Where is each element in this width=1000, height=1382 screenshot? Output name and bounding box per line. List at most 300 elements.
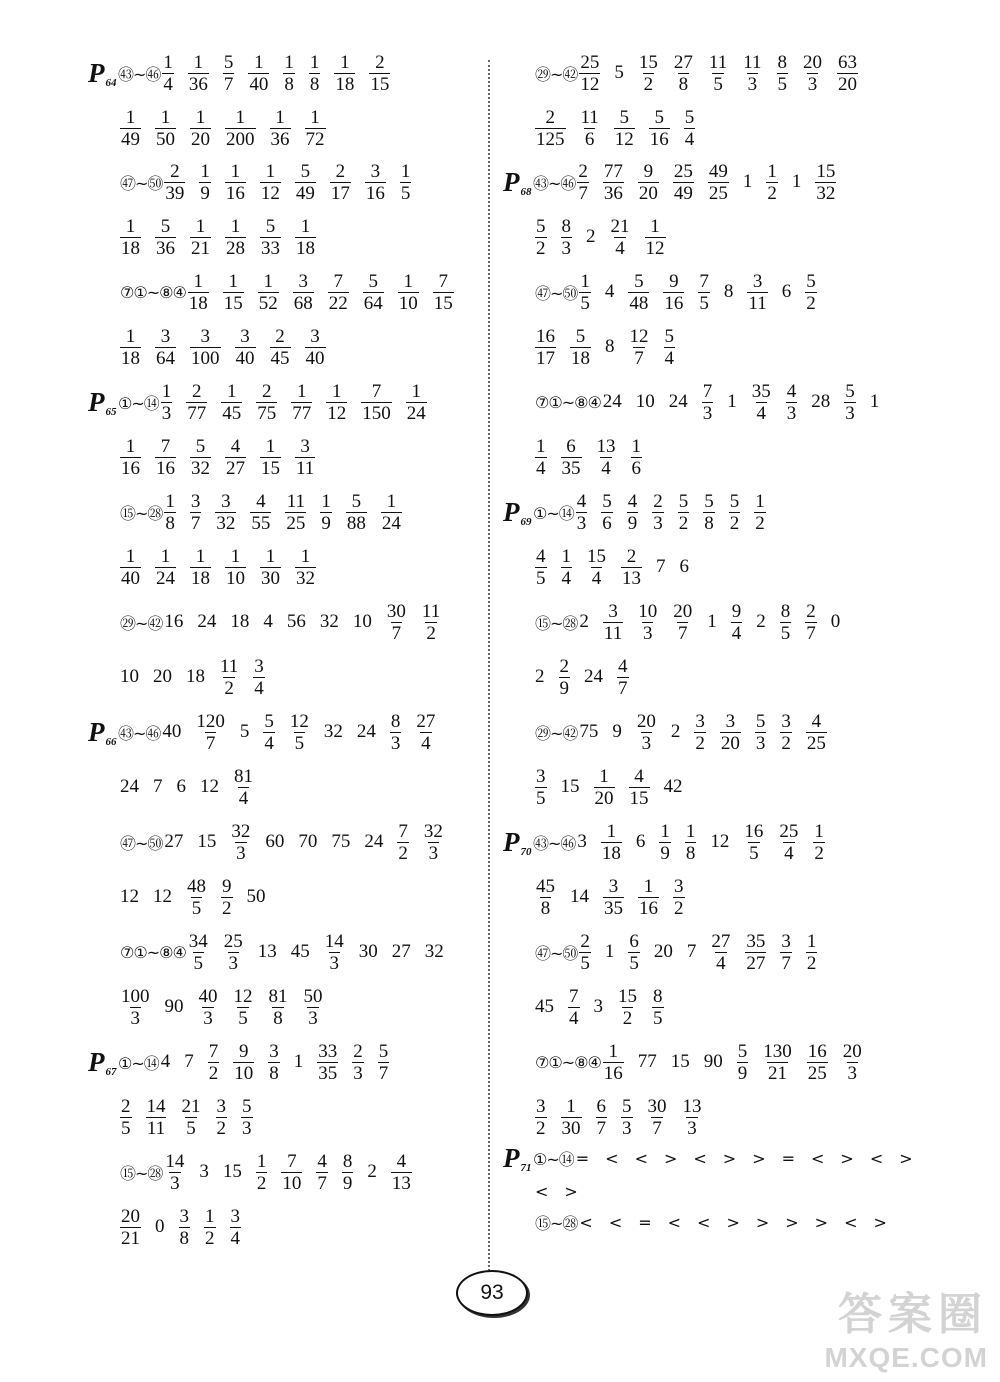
fraction [208,1041,220,1084]
answer-value [258,271,279,314]
denominator: 16 [603,1062,623,1084]
answer-row [535,708,841,756]
numerator: 1 [386,490,397,512]
numerator: 33 [318,1040,338,1062]
numerator: 5 [300,160,311,182]
denominator: 3 [329,952,340,974]
numerator: 1 [256,1150,267,1172]
numerator: 2 [335,160,346,182]
denominator: 5 [749,842,759,864]
numerator: 1 [660,820,670,842]
denominator: 10 [226,567,245,589]
answer-value [305,107,326,150]
answer-value [233,766,254,809]
answer-row [535,49,872,97]
numerator: 5 [755,710,766,732]
numerator: 6 [596,1095,606,1117]
integer: 75 [331,831,351,852]
answer-value [295,546,316,589]
answer-value [415,711,436,754]
answer-value [364,831,383,853]
numerator: 3 [781,930,791,952]
page-reference-label [503,827,533,858]
denominator: 2 [674,897,684,919]
numerator: 5 [729,490,740,512]
answer-value [708,161,729,204]
denominator: 7 [634,347,644,369]
answer-value [610,216,631,259]
numerator: 1 [340,51,350,73]
answer-value [751,381,772,424]
fraction [621,546,642,589]
fraction [596,436,617,479]
answer-value [603,1041,624,1084]
integer: 4 [160,1051,171,1072]
fraction [250,491,271,534]
denominator: 2 [806,292,816,314]
denominator: 2 [208,1062,219,1084]
comparison-symbol: > [785,1212,799,1232]
question-range: ⑮~㉘ [535,613,578,633]
fraction [270,107,291,150]
numerator: 5 [223,51,234,73]
page-reference-number: 66 [105,735,117,748]
answer-value [559,656,571,699]
denominator: 3 [786,402,797,424]
fraction [295,216,316,259]
denominator: 49 [295,182,315,204]
denominator: 200 [226,128,255,150]
denominator: 24 [156,567,175,589]
answer-value [659,821,671,864]
numerator: 8 [561,215,571,237]
numerator: 3 [695,710,705,732]
answer-value [605,281,615,303]
numerator: 5 [602,490,612,512]
denominator: 49 [121,128,140,150]
denominator: 6 [584,128,595,150]
integer: 90 [703,1051,723,1072]
fraction [561,546,573,589]
question-range: ⑦①~⑧④ [120,282,186,302]
answer-value [256,381,277,424]
comparison-symbol: < [605,1148,619,1168]
answer-value [754,491,766,534]
answer-row [535,873,699,921]
answer-value [397,821,409,864]
denominator: 3 [755,732,766,754]
answer-value [241,1096,253,1139]
answer-value [766,161,778,204]
integer: 0 [155,1216,165,1237]
numerator: 2 [559,655,569,677]
fraction [579,931,591,974]
numerator: 1 [263,270,274,292]
answer-value [782,281,792,303]
numerator: 5 [704,490,714,512]
numerator: 2 [653,490,663,512]
integer: 13 [257,941,277,962]
fraction [806,711,827,754]
numerator: 1 [230,160,241,182]
answer-value [724,281,734,303]
denominator: 35 [604,897,623,919]
denominator: 8 [685,842,696,864]
numerator: 1 [230,545,241,567]
fraction [745,931,766,974]
fraction [253,656,265,699]
integer: 24 [356,721,376,742]
answer-row [120,873,280,921]
integer: 6 [635,831,646,852]
answer-row [120,268,468,316]
fraction [295,436,315,479]
numerator: 34 [188,930,208,952]
answer-value [815,161,836,204]
numerator: 14 [165,1150,185,1172]
denominator: 2 [781,732,791,754]
denominator: 4 [163,73,173,95]
answer-value [120,326,141,369]
answer-row [535,433,656,481]
fraction [743,821,764,864]
answer-value [352,1041,364,1084]
denominator: 16 [121,457,140,479]
fraction [576,491,588,534]
numerator: 4 [576,490,587,512]
fraction [561,216,573,259]
answer-value [682,1096,703,1139]
denominator: 68 [293,292,313,314]
fraction [155,436,176,479]
numerator: 35 [751,380,771,402]
numerator: 1 [310,106,320,128]
denominator: 4 [756,402,767,424]
integer: 6 [176,776,186,797]
fraction [260,436,281,479]
fraction [813,821,825,864]
page-reference-label [88,717,118,748]
answer-row [120,1148,426,1196]
denominator: 18 [121,237,140,259]
denominator: 49 [673,182,693,204]
integer: 3 [577,831,587,852]
denominator: 40 [305,347,325,369]
numerator: 5 [242,1095,252,1117]
numerator: 1 [643,875,654,897]
question-range: ⑮~㉘ [535,1213,578,1233]
denominator: 4 [230,1227,240,1249]
numerator: 1 [755,490,765,512]
integer: 20 [653,941,673,962]
numerator: 3 [269,1040,279,1062]
integer: 7 [686,941,697,962]
answer-value [720,711,741,754]
fraction [673,52,694,95]
integer: 2 [586,226,596,247]
fraction [837,52,858,95]
answer-row [120,928,458,976]
answer-row [535,1198,903,1246]
numerator: 2 [353,1040,363,1062]
fraction [291,381,312,424]
numerator: 7 [287,1150,297,1172]
comparison-symbol: < [811,1148,825,1168]
answer-value [594,996,604,1018]
question-range: ㉙~㊷ [535,723,578,743]
fraction [235,326,256,369]
fraction [195,711,226,754]
answer-value [603,161,624,204]
integer: 3 [199,1161,209,1182]
integer: 2 [367,1161,377,1182]
fraction [398,271,419,314]
denominator: 25 [286,512,306,534]
fraction [155,546,176,589]
answer-value [621,1096,633,1139]
answer-row [535,653,643,701]
denominator: 2 [729,512,740,534]
fraction [729,491,741,534]
denominator: 3 [747,73,758,95]
integer: 1 [727,391,737,412]
numerator: 4 [786,380,797,402]
numerator: 1 [265,435,276,457]
numerator: 63 [838,51,858,73]
comparison-symbol: > [752,1148,766,1168]
answer-row [535,543,703,591]
denominator: 18 [335,73,355,95]
fraction [263,711,275,754]
page-reference-letter: P [503,496,520,527]
numerator: 32 [423,820,443,842]
numerator: 81 [268,985,288,1007]
fraction [742,52,762,95]
numerator: 1 [321,490,331,512]
fraction [710,931,731,974]
numerator: 1 [814,820,824,842]
denominator: 32 [216,512,236,534]
denominator: 2 [224,677,234,699]
fraction [647,1096,668,1139]
integer: 24 [364,831,384,852]
numerator: 2 [262,380,272,402]
denominator: 125 [536,128,565,150]
denominator: 5 [653,1007,663,1029]
answer-value [198,986,219,1029]
answer-value [656,556,666,578]
denominator: 2 [806,952,817,974]
comparison-symbol: > [755,1212,770,1232]
denominator: 7 [317,1172,327,1194]
answer-value [294,1051,304,1073]
answer-value [199,1161,209,1183]
integer: 12 [120,886,139,907]
denominator: 2 [222,897,232,919]
answer-value [164,831,183,853]
denominator: 7 [378,1062,389,1084]
answer-value [870,391,880,413]
denominator: 5 [629,952,639,974]
answer-value [164,611,183,633]
fraction [342,1151,354,1194]
answer-value [303,986,324,1029]
page-number [456,1270,528,1316]
answer-value [120,107,141,150]
answer-value [120,1206,141,1249]
denominator: 3 [170,1172,180,1194]
comparison-symbol: = [638,1212,652,1232]
answer-value [155,216,176,259]
answer-value [621,546,642,589]
numerator: 1 [254,51,264,73]
numerator: 5 [368,270,379,292]
denominator: 9 [342,1172,353,1194]
answer-value [636,711,657,754]
answer-value [120,216,141,259]
answer-value [561,216,573,259]
numerator: 30 [647,1095,667,1117]
numerator: 1 [265,160,276,182]
answer-value [671,1051,690,1073]
answer-value [579,52,600,95]
answer-value [743,171,753,193]
answer-value [270,107,291,150]
answer-value [197,611,216,633]
numerator: 1 [125,325,136,347]
answer-value [433,271,454,314]
fraction [755,711,767,754]
denominator: 5 [580,952,590,974]
denominator: 18 [121,347,140,369]
numerator: 25 [673,160,693,182]
denominator: 3 [847,1062,858,1084]
denominator: 20 [838,73,858,95]
answer-value [120,886,139,908]
fraction [324,931,345,974]
answer-value [702,381,714,424]
fraction [807,1041,828,1084]
numerator: 8 [653,985,663,1007]
denominator: 3 [687,1117,697,1139]
fraction [673,876,685,919]
answer-value [671,721,681,743]
answer-row [88,49,404,97]
answer-value [614,62,624,84]
answer-value [225,161,246,204]
answer-value [579,611,589,633]
denominator: 11 [296,457,315,479]
fraction [179,1206,191,1249]
numerator: 49 [708,160,728,182]
numerator: 11 [220,655,239,677]
integer: 3 [593,996,603,1017]
answer-value [326,381,347,424]
answer-row [120,213,330,261]
denominator: 12 [260,182,280,204]
fraction [164,1151,185,1194]
comparison-symbol: > [564,1181,578,1201]
numerator: 5 [684,106,695,128]
numerator: 1 [284,51,294,73]
denominator: 25 [807,1062,827,1084]
denominator: 3 [428,842,439,864]
denominator: 2 [622,1007,633,1029]
answer-value [253,656,265,699]
denominator: 4 [591,567,602,589]
fraction [161,381,173,424]
numerator: 1 [125,215,136,237]
numerator: 1 [195,215,206,237]
comparison-symbol: < [579,1212,593,1232]
fraction [628,271,649,314]
page-reference-label [88,58,118,89]
denominator: 2 [426,622,436,644]
integer: 15 [222,1161,242,1182]
fraction [684,107,696,150]
answer-value [844,381,856,424]
answer-value [535,546,547,589]
numerator: 3 [310,325,320,347]
fraction [190,216,211,259]
fraction [652,491,664,534]
numerator: 27 [416,710,436,732]
answer-value [805,601,817,644]
fraction [805,271,817,314]
fraction [535,107,566,150]
answer-row [88,378,441,426]
integer: 40 [162,721,182,742]
answer-value [792,171,802,193]
answer-value [831,611,841,633]
page-reference-number: 71 [520,1161,532,1174]
denominator: 3 [576,512,587,534]
page-reference-number: 64 [105,76,117,89]
answer-value [577,831,587,853]
answer-value [603,876,624,919]
answer-value [649,107,670,150]
denominator: 27 [746,952,766,974]
numerator: 7 [208,1040,219,1062]
fraction [164,161,185,204]
answer-value [617,656,629,699]
fraction [708,161,729,204]
fraction [309,52,321,95]
denominator: 8 [540,897,551,919]
denominator: 64 [156,347,175,369]
denominator: 16 [365,182,385,204]
integer: 10 [120,666,139,687]
fraction [580,107,600,150]
answer-row [120,543,330,591]
denominator: 5 [536,567,546,589]
fraction [649,107,670,150]
comparison-symbol: > [726,1212,740,1232]
answer-row [120,983,338,1031]
denominator: 2 [536,1117,546,1139]
fraction [295,546,316,589]
answer-value [663,271,684,314]
page-reference-letter: P [88,386,105,417]
fraction [815,161,836,204]
fraction [230,821,251,864]
denominator: 2 [755,512,765,534]
answer-value [601,491,613,534]
integer: 2 [670,721,681,742]
fraction [673,161,694,204]
numerator: 20 [842,1040,862,1062]
numerator: 25 [580,51,600,73]
